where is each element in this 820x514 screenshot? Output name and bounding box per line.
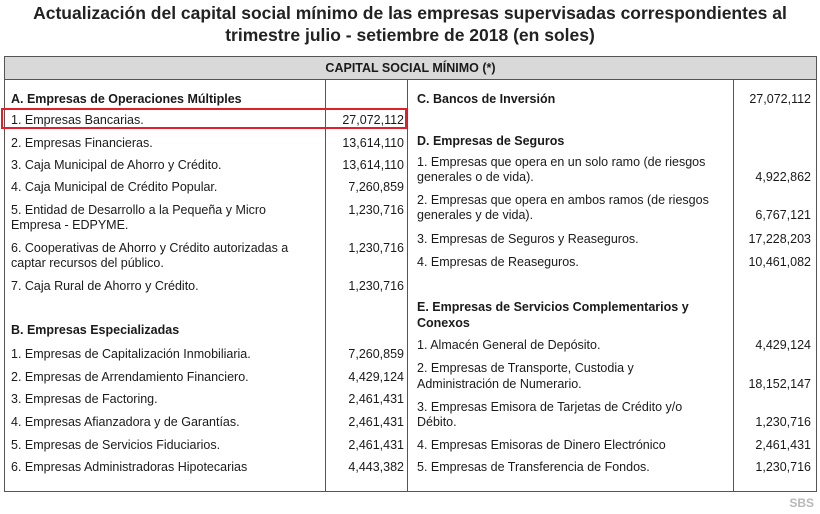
table-header: CAPITAL SOCIAL MÍNIMO (*) — [5, 57, 816, 80]
row-label: 3. Empresas de Factoring. — [11, 392, 158, 406]
row-label: 4. Empresas Emisoras de Dinero Electrónico — [417, 438, 666, 452]
row-label: 2. Empresas que opera en ambos ramos (de riesgos — [417, 193, 709, 207]
row-value: 1,230,716 — [348, 279, 404, 293]
row-label: 6. Empresas Administradoras Hipotecarias — [11, 460, 248, 474]
row-label: 7. Caja Rural de Ahorro y Crédito. — [11, 279, 199, 293]
row-label: 3. Empresas de Seguros y Reaseguros. — [417, 232, 639, 246]
row-label: Empresa - EDPYME. — [11, 218, 129, 232]
row-label: 3. Empresas Emisora de Tarjetas de Crédito y/o — [417, 400, 683, 414]
row-value: 1,230,716 — [348, 241, 404, 255]
section-c-title: C. Bancos de Inversión — [417, 92, 556, 106]
title-line-1: Actualización del capital social mínimo de las empresas supervisadas correspondientes al — [33, 3, 787, 23]
row-value: 7,260,859 — [348, 347, 404, 361]
row-label: 2. Empresas de Transporte, Custodia y — [417, 361, 634, 375]
section-c-value: 27,072,112 — [749, 92, 811, 106]
row-value: 1,230,716 — [755, 460, 811, 474]
row-label: 3. Caja Municipal de Ahorro y Crédito. — [11, 158, 222, 172]
row-label: 1. Empresas Bancarias. — [11, 113, 144, 127]
row-label: 4. Empresas Afianzadora y de Garantías. — [11, 415, 240, 429]
row-value: 1,230,716 — [755, 415, 811, 429]
row-label: Administración de Numerario. — [417, 377, 582, 391]
row-value: 27,072,112 — [342, 113, 404, 127]
section-e-title: E. Empresas de Servicios Complementarios y — [417, 300, 689, 314]
row-value: 4,429,124 — [755, 338, 811, 352]
row-label: 1. Empresas que opera en un solo ramo (de riesgos — [417, 155, 706, 169]
row-label: 2. Empresas de Arrendamiento Financiero. — [11, 370, 249, 384]
row-label: 1. Almacén General de Depósito. — [417, 338, 601, 352]
row-value: 7,260,859 — [348, 180, 404, 194]
section-d-title: D. Empresas de Seguros — [417, 134, 565, 148]
section-a-title: A. Empresas de Operaciones Múltiples — [11, 92, 242, 106]
row-value: 4,443,382 — [348, 460, 404, 474]
divider-left-value — [325, 79, 326, 491]
row-label: 2. Empresas Financieras. — [11, 136, 153, 150]
row-label: generales o de vida). — [417, 170, 534, 184]
section-b-title: B. Empresas Especializadas — [11, 323, 180, 337]
row-label: 5. Entidad de Desarrollo a la Pequeña y Micro — [11, 203, 267, 217]
row-value: 4,429,124 — [348, 370, 404, 384]
row-value: 6,767,121 — [755, 208, 811, 222]
row-label: 4. Caja Municipal de Crédito Popular. — [11, 180, 218, 194]
row-value: 18,152,147 — [748, 377, 811, 391]
row-value: 2,461,431 — [755, 438, 811, 452]
row-label: 5. Empresas de Servicios Fiduciarios. — [11, 438, 221, 452]
row-value: 10,461,082 — [748, 255, 811, 269]
document-title — [0, 2, 820, 46]
highlight-box — [1, 108, 407, 129]
row-value: 17,228,203 — [748, 232, 811, 246]
row-label: generales y de vida). — [417, 208, 534, 222]
divider-middle — [407, 79, 408, 491]
row-value: 4,922,862 — [755, 170, 811, 184]
row-label: 6. Cooperativas de Ahorro y Crédito autorizadas a — [11, 241, 289, 255]
row-label: 1. Empresas de Capitalización Inmobiliaria. — [11, 347, 251, 361]
row-label: Débito. — [417, 415, 457, 429]
row-label: 5. Empresas de Transferencia de Fondos. — [417, 460, 650, 474]
row-value: 13,614,110 — [342, 158, 404, 172]
row-label: 4. Empresas de Reaseguros. — [417, 255, 579, 269]
row-value: 2,461,431 — [348, 415, 404, 429]
title-line-2: trimestre julio - setiembre de 2018 (en soles) — [225, 25, 595, 45]
row-value: 13,614,110 — [342, 136, 404, 150]
divider-right-value — [733, 79, 734, 491]
row-value: 2,461,431 — [348, 438, 404, 452]
row-value: 1,230,716 — [348, 203, 404, 217]
row-value: 2,461,431 — [348, 392, 404, 406]
sbs-watermark: SBS — [789, 496, 814, 510]
row-label: captar recursos del público. — [11, 256, 164, 270]
section-e-title-continued: Conexos — [417, 316, 470, 330]
